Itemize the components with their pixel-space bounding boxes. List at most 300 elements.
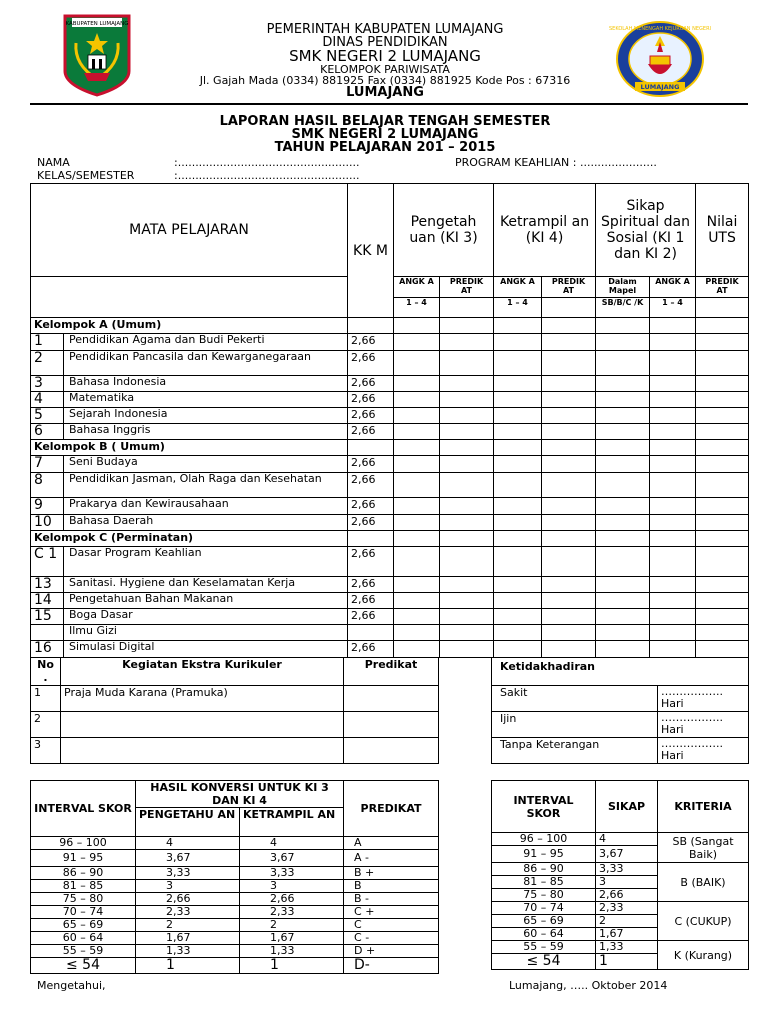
ekstra-name: [61, 712, 344, 738]
konversi-interval: 96 – 100: [31, 837, 136, 850]
subject-row: [31, 473, 749, 498]
grade-cell[interactable]: [394, 408, 440, 424]
subject-name: Matematika: [64, 392, 348, 408]
grade-cell[interactable]: [596, 334, 650, 351]
empty-cell: [696, 440, 749, 456]
grade-cell[interactable]: [394, 625, 440, 641]
kabupaten-lumajang-logo: [62, 13, 132, 97]
subject-kkm: [348, 625, 394, 641]
ekstra-table: [30, 657, 439, 764]
subject-row: [31, 547, 749, 577]
sikap-interval: 70 – 74: [492, 902, 596, 915]
grade-cell[interactable]: [596, 609, 650, 625]
sub-dalam-mapel: Dalam Mapel: [596, 277, 650, 298]
grade-cell[interactable]: [394, 473, 440, 498]
sikap-value: 1: [596, 954, 658, 970]
grade-cell[interactable]: [440, 625, 494, 641]
konversi-pengetahuan: 2: [136, 919, 240, 932]
sikap-row: [492, 863, 749, 876]
grade-cell[interactable]: [440, 577, 494, 593]
konversi-ketrampilan: 2,33: [240, 906, 344, 919]
grade-cell[interactable]: [596, 392, 650, 408]
sikap-value: 2,66: [596, 889, 658, 902]
sikap-interval: 75 – 80: [492, 889, 596, 902]
empty-cell: [542, 298, 596, 318]
grade-cell[interactable]: [596, 351, 650, 376]
sikap-interval: 86 – 90: [492, 863, 596, 876]
absen-label: Ijin: [492, 712, 658, 738]
grade-cell[interactable]: [542, 515, 596, 531]
grade-cell[interactable]: [394, 456, 440, 473]
konversi-predikat: B: [344, 880, 439, 893]
konversi-ketrampilan: 2: [240, 919, 344, 932]
konversi-interval: 65 – 69: [31, 919, 136, 932]
konversi-ketrampilan: 4: [240, 837, 344, 850]
subject-no: C 1: [31, 547, 64, 577]
grade-cell[interactable]: [542, 376, 596, 392]
grade-cell[interactable]: [440, 609, 494, 625]
empty-cell: [650, 318, 696, 334]
konversi-row: [31, 867, 439, 880]
empty-cell: [542, 318, 596, 334]
grade-cell[interactable]: [542, 456, 596, 473]
subject-row: [31, 334, 749, 351]
grade-cell[interactable]: [394, 334, 440, 351]
empty-cell: [394, 440, 440, 456]
sikap-value: 4: [596, 833, 658, 846]
grade-cell[interactable]: [596, 473, 650, 498]
kriteria-b: B (BAIK): [658, 863, 749, 902]
grade-cell[interactable]: [394, 593, 440, 609]
grade-cell[interactable]: [596, 408, 650, 424]
header-divider: [30, 103, 748, 105]
header-nilai-uts: Nilai UTS: [696, 184, 749, 277]
sub-predikat-peng: PREDIK AT: [440, 277, 494, 298]
subject-kkm: 2,66: [348, 593, 394, 609]
ekstra-predikat[interactable]: [344, 712, 439, 738]
grade-cell[interactable]: [394, 547, 440, 577]
grade-cell[interactable]: [696, 641, 749, 658]
subject-no: 4: [31, 392, 64, 408]
grade-cell[interactable]: [440, 334, 494, 351]
grade-cell[interactable]: [542, 498, 596, 515]
absen-row: [492, 712, 749, 738]
range-uts: 1 – 4: [650, 298, 696, 318]
header-line3: SMK NEGERI 2 LUMAJANG: [289, 47, 481, 65]
ekstra-row: [31, 686, 439, 712]
sikap-value: 3: [596, 876, 658, 889]
subject-name: Sejarah Indonesia: [64, 408, 348, 424]
grade-cell[interactable]: [440, 515, 494, 531]
grade-cell[interactable]: [596, 498, 650, 515]
konversi-row: [31, 919, 439, 932]
ekstra-no: 1: [31, 686, 61, 712]
header-kkm: KK M: [348, 184, 394, 318]
sikap-interval: 96 – 100: [492, 833, 596, 846]
grade-cell[interactable]: [542, 547, 596, 577]
subject-row: [31, 641, 749, 658]
grade-cell[interactable]: [542, 577, 596, 593]
subject-name: Pengetahuan Bahan Makanan: [64, 593, 348, 609]
grade-cell[interactable]: [542, 408, 596, 424]
konversi-row: [31, 893, 439, 906]
grade-cell[interactable]: [494, 593, 542, 609]
sikap-value: 1,67: [596, 928, 658, 941]
grade-cell[interactable]: [542, 641, 596, 658]
sikap-row: [492, 833, 749, 846]
grade-cell[interactable]: [542, 593, 596, 609]
empty-cell: [394, 318, 440, 334]
subject-kkm: 2,66: [348, 351, 394, 376]
sikap-table: [491, 780, 749, 970]
grade-cell[interactable]: [650, 609, 696, 625]
konversi-row: [31, 880, 439, 893]
subject-no: 5: [31, 408, 64, 424]
konversi-ketrampilan: 3,67: [240, 850, 344, 867]
grade-cell[interactable]: [440, 473, 494, 498]
grade-cell[interactable]: [696, 392, 749, 408]
konversi-interval: 86 – 90: [31, 867, 136, 880]
ekstra-row: [31, 738, 439, 764]
empty-cell: [696, 318, 749, 334]
grade-cell[interactable]: [394, 498, 440, 515]
konversi-row: [31, 932, 439, 945]
konversi-interval: 91 – 95: [31, 850, 136, 867]
subject-row: [31, 498, 749, 515]
header-mata-pelajaran: MATA PELAJARAN: [31, 184, 348, 277]
grade-cell[interactable]: [494, 515, 542, 531]
grade-cell[interactable]: [650, 547, 696, 577]
konversi-predikat: B -: [344, 893, 439, 906]
ekstra-name: Praja Muda Karana (Pramuka): [61, 686, 344, 712]
grade-cell[interactable]: [696, 547, 749, 577]
konversi-pengetahuan: 4: [136, 837, 240, 850]
grade-cell[interactable]: [440, 392, 494, 408]
konversi-row: [31, 958, 439, 974]
grade-cell[interactable]: [596, 424, 650, 440]
grade-cell[interactable]: [394, 424, 440, 440]
grade-cell[interactable]: [650, 625, 696, 641]
subject-row: [31, 456, 749, 473]
empty-cell: [650, 440, 696, 456]
nama-value: :....................................................: [174, 156, 360, 169]
grade-cell[interactable]: [596, 641, 650, 658]
konversi-ketrampilan: 1: [240, 958, 344, 974]
absen-value: …………….. Hari: [658, 686, 749, 712]
konversi-ketrampilan: 1,67: [240, 932, 344, 945]
konversi-pengetahuan: 1,67: [136, 932, 240, 945]
grade-cell[interactable]: [494, 609, 542, 625]
grade-cell[interactable]: [650, 577, 696, 593]
konversi-header-interval: INTERVAL SKOR: [31, 781, 136, 837]
konversi-row: [31, 850, 439, 867]
grade-cell[interactable]: [440, 424, 494, 440]
subject-row: [31, 408, 749, 424]
subject-kkm: 2,66: [348, 456, 394, 473]
subject-no: 14: [31, 593, 64, 609]
subject-kkm: 2,66: [348, 641, 394, 658]
grade-cell[interactable]: [596, 515, 650, 531]
konversi-pengetahuan: 1: [136, 958, 240, 974]
grade-cell[interactable]: [494, 424, 542, 440]
group-label: Kelompok A (Umum): [31, 318, 348, 334]
subject-row: [31, 424, 749, 440]
subject-row: [31, 625, 749, 641]
grade-cell[interactable]: [440, 498, 494, 515]
absen-label: Sakit: [492, 686, 658, 712]
subject-name: Prakarya dan Kewirausahaan: [64, 498, 348, 515]
konversi-predikat: C: [344, 919, 439, 932]
logo-right-bottom: LUMAJANG: [640, 83, 680, 91]
grade-cell[interactable]: [650, 473, 696, 498]
absen-value: …………….. Hari: [658, 712, 749, 738]
subject-name: Sanitasi. Hygiene dan Keselamatan Kerja: [64, 577, 348, 593]
grade-cell[interactable]: [696, 424, 749, 440]
subject-name: Bahasa Indonesia: [64, 376, 348, 392]
grade-cell[interactable]: [650, 515, 696, 531]
footer-place-date: Lumajang, ….. Oktober 2014: [509, 979, 668, 992]
grade-cell[interactable]: [494, 625, 542, 641]
grade-cell[interactable]: [696, 473, 749, 498]
header-line2: DINAS PENDIDIKAN: [322, 35, 448, 50]
konversi-interval: 75 – 80: [31, 893, 136, 906]
empty-cell: [440, 440, 494, 456]
konversi-predikat: A -: [344, 850, 439, 867]
footer-mengetahui: Mengetahui,: [37, 979, 106, 992]
empty-cell: [440, 298, 494, 318]
konversi-predikat: A: [344, 837, 439, 850]
grade-cell[interactable]: [494, 577, 542, 593]
sikap-interval: 81 – 85: [492, 876, 596, 889]
grade-cell[interactable]: [596, 376, 650, 392]
grade-cell[interactable]: [542, 334, 596, 351]
grade-cell[interactable]: [596, 625, 650, 641]
kelompok-c-row: [31, 531, 749, 547]
sikap-value: 3,67: [596, 846, 658, 863]
kriteria-c: C (CUKUP): [658, 902, 749, 941]
subject-name: Simulasi Digital: [64, 641, 348, 658]
grade-cell[interactable]: [650, 641, 696, 658]
grade-cell[interactable]: [650, 424, 696, 440]
subject-no: 8: [31, 473, 64, 498]
empty-cell: [494, 440, 542, 456]
ekstra-predikat[interactable]: [344, 738, 439, 764]
grade-cell[interactable]: [696, 408, 749, 424]
sikap-value: 3,33: [596, 863, 658, 876]
konversi-ketrampilan: 1,33: [240, 945, 344, 958]
empty-cell: [348, 318, 394, 334]
grade-cell[interactable]: [650, 498, 696, 515]
grade-cell[interactable]: [394, 376, 440, 392]
range-ket: 1 – 4: [494, 298, 542, 318]
subject-name: Ilmu Gizi: [64, 625, 348, 641]
program-keahlian-label: PROGRAM KEAHLIAN : ......................: [455, 156, 657, 169]
grade-cell[interactable]: [542, 473, 596, 498]
ekstra-header-predikat: Predikat: [344, 658, 439, 686]
konversi-predikat: C -: [344, 932, 439, 945]
subject-no: [31, 625, 64, 641]
konversi-predikat: C +: [344, 906, 439, 919]
grade-cell[interactable]: [394, 392, 440, 408]
sikap-interval: ≤ 54: [492, 954, 596, 970]
subject-kkm: 2,66: [348, 547, 394, 577]
grade-cell[interactable]: [650, 593, 696, 609]
grade-cell[interactable]: [440, 376, 494, 392]
grade-cell[interactable]: [542, 424, 596, 440]
subject-no: 13: [31, 577, 64, 593]
subject-row: [31, 515, 749, 531]
sikap-value: 2,33: [596, 902, 658, 915]
sikap-row: [492, 941, 749, 954]
grade-cell[interactable]: [494, 473, 542, 498]
grade-cell[interactable]: [494, 376, 542, 392]
range-peng: 1 – 4: [394, 298, 440, 318]
subject-row: [31, 593, 749, 609]
grade-cell[interactable]: [650, 334, 696, 351]
subject-name: Pendidikan Pancasila dan Kewarganegaraan: [64, 351, 348, 376]
sikap-interval: 60 – 64: [492, 928, 596, 941]
empty-cell: [596, 440, 650, 456]
konversi-pengetahuan: 2,66: [136, 893, 240, 906]
empty-cell: [596, 318, 650, 334]
grade-cell[interactable]: [542, 609, 596, 625]
konversi-pengetahuan: 2,33: [136, 906, 240, 919]
empty-cell: [440, 318, 494, 334]
grade-cell[interactable]: [596, 547, 650, 577]
grade-cell[interactable]: [650, 408, 696, 424]
ekstra-no: 2: [31, 712, 61, 738]
subject-kkm: 2,66: [348, 498, 394, 515]
empty-cell: [394, 531, 440, 547]
empty-cell: [348, 531, 394, 547]
subject-kkm: 2,66: [348, 577, 394, 593]
konversi-ketrampilan: 3: [240, 880, 344, 893]
group-label: Kelompok B ( Umum): [31, 440, 348, 456]
subject-no: 10: [31, 515, 64, 531]
grade-cell[interactable]: [494, 392, 542, 408]
ekstra-row: [31, 712, 439, 738]
konversi-interval: ≤ 54: [31, 958, 136, 974]
grade-cell[interactable]: [696, 625, 749, 641]
sikap-value: 2: [596, 915, 658, 928]
grade-cell[interactable]: [650, 456, 696, 473]
sub-predikat-ket: PREDIK AT: [542, 277, 596, 298]
empty-cell: [542, 440, 596, 456]
ekstra-no: 3: [31, 738, 61, 764]
grade-cell[interactable]: [696, 498, 749, 515]
konversi-predikat: B +: [344, 867, 439, 880]
konversi-pengetahuan: 1,33: [136, 945, 240, 958]
grade-cell[interactable]: [394, 351, 440, 376]
report-school: SMK NEGERI 2 LUMAJANG: [291, 127, 479, 142]
empty-cell: [494, 318, 542, 334]
grade-cell[interactable]: [440, 547, 494, 577]
kelas-label: KELAS/SEMESTER: [37, 169, 135, 182]
grade-cell[interactable]: [440, 641, 494, 658]
grade-cell[interactable]: [696, 376, 749, 392]
grade-cell[interactable]: [650, 392, 696, 408]
grade-cell[interactable]: [696, 515, 749, 531]
grade-cell[interactable]: [394, 577, 440, 593]
subject-kkm: 2,66: [348, 424, 394, 440]
grade-cell[interactable]: [696, 351, 749, 376]
empty-cell: [650, 531, 696, 547]
empty-cell: [696, 298, 749, 318]
grade-cell[interactable]: [494, 641, 542, 658]
sub-angka-peng: ANGK A: [394, 277, 440, 298]
grade-cell[interactable]: [494, 456, 542, 473]
grade-cell[interactable]: [494, 547, 542, 577]
grade-cell[interactable]: [440, 593, 494, 609]
subject-row: [31, 609, 749, 625]
subject-no: 15: [31, 609, 64, 625]
kelompok-b-row: [31, 440, 749, 456]
grade-cell[interactable]: [696, 593, 749, 609]
subject-kkm: 2,66: [348, 376, 394, 392]
kelompok-a-row: [31, 318, 749, 334]
grade-cell[interactable]: [596, 593, 650, 609]
grade-cell[interactable]: [394, 609, 440, 625]
header-line1: PEMERINTAH KABUPATEN LUMAJANG: [266, 22, 504, 37]
header-line6: LUMAJANG: [346, 85, 424, 100]
grade-cell[interactable]: [542, 625, 596, 641]
sikap-interval: 65 – 69: [492, 915, 596, 928]
grade-cell[interactable]: [542, 351, 596, 376]
nama-label: NAMA: [37, 156, 70, 169]
grade-cell[interactable]: [596, 577, 650, 593]
grade-cell[interactable]: [596, 456, 650, 473]
ekstra-name: [61, 738, 344, 764]
grade-cell[interactable]: [394, 641, 440, 658]
kriteria-sb: SB (Sangat Baik): [658, 833, 749, 863]
sikap-header-sikap: SIKAP: [596, 781, 658, 833]
empty-cell: [494, 531, 542, 547]
subject-no: 9: [31, 498, 64, 515]
grade-cell[interactable]: [440, 351, 494, 376]
grade-cell[interactable]: [494, 334, 542, 351]
grades-table: [30, 183, 749, 658]
grade-cell[interactable]: [696, 577, 749, 593]
grade-cell[interactable]: [440, 408, 494, 424]
grade-cell[interactable]: [542, 392, 596, 408]
konversi-pengetahuan: 3,33: [136, 867, 240, 880]
header-spacer: [31, 298, 348, 318]
sikap-interval: 55 – 59: [492, 941, 596, 954]
grade-cell[interactable]: [494, 498, 542, 515]
grade-cell[interactable]: [650, 376, 696, 392]
grade-cell[interactable]: [696, 456, 749, 473]
grade-cell[interactable]: [394, 515, 440, 531]
header-line5: Jl. Gajah Mada (0334) 881925 Fax (0334) 881925 Kode Pos : 67316: [199, 74, 571, 87]
grade-cell[interactable]: [696, 609, 749, 625]
absen-row: [492, 738, 749, 764]
konversi-header-predikat: PREDIKAT: [344, 781, 439, 837]
grade-cell[interactable]: [650, 351, 696, 376]
grade-cell[interactable]: [494, 351, 542, 376]
grade-cell[interactable]: [440, 456, 494, 473]
konversi-header-ketrampilan: KETRAMPIL AN: [240, 808, 344, 837]
subject-name: Pendidikan Jasman, Olah Raga dan Kesehatan: [64, 473, 348, 498]
ekstra-predikat[interactable]: [344, 686, 439, 712]
grade-cell[interactable]: [696, 334, 749, 351]
group-label: Kelompok C (Perminatan): [31, 531, 348, 547]
header-ketrampilan: Ketrampil an (KI 4): [494, 184, 596, 277]
konversi-row: [31, 906, 439, 919]
subject-row: [31, 577, 749, 593]
grade-cell[interactable]: [494, 408, 542, 424]
konversi-row: [31, 837, 439, 850]
konversi-interval: 70 – 74: [31, 906, 136, 919]
